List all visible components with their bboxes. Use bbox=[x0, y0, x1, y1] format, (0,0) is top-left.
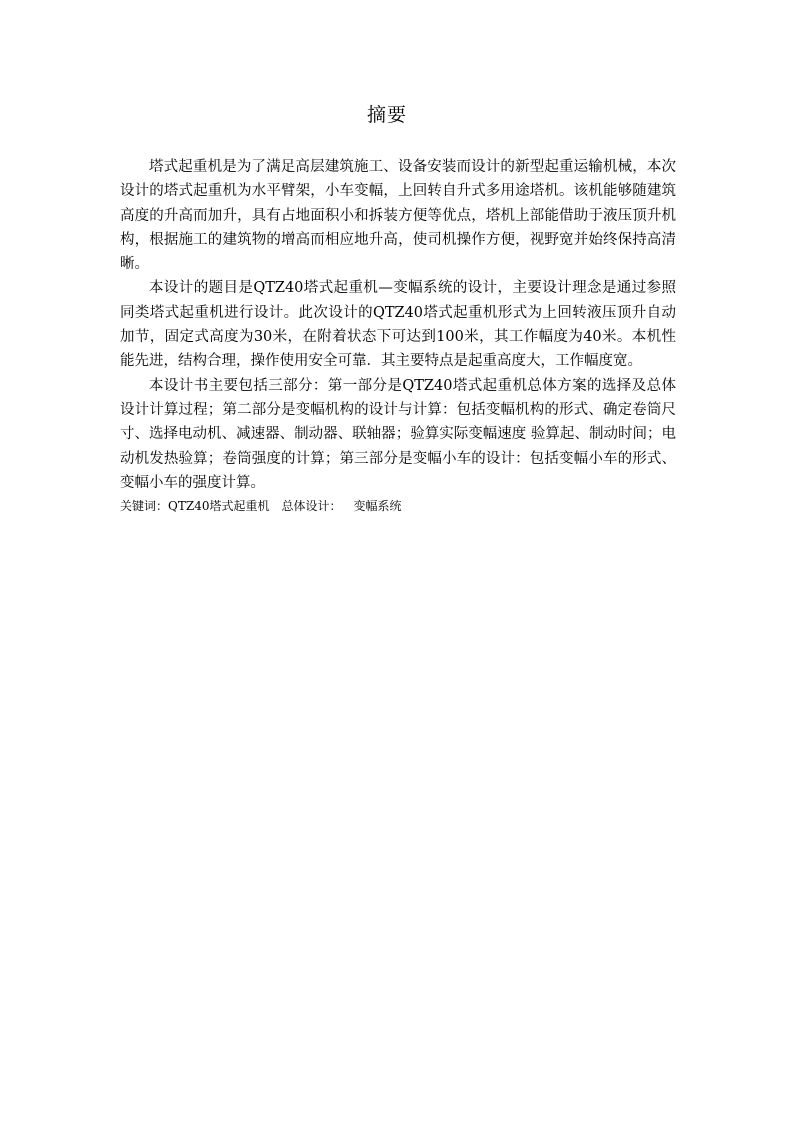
keywords-label: 关键词： bbox=[120, 499, 169, 514]
keyword-item: 总体设计： bbox=[281, 499, 342, 514]
abstract-body bbox=[120, 155, 676, 515]
abstract-paragraph-1: 塔式起重机是为了满足高层建筑施工、设备安装而设计的新型起重运输机械，本次设计的塔式起重机为水平臂架，小车变幅，上回转自升式多用途塔机。该机能够随建筑高度的升高而加升，具有占地面积小和拆装方便等优点，塔机上部能借助于液压顶升机构，根据施工的建筑物的增高而相应地升高，使司机操作方便，视野宽并始终保持高清晰。 bbox=[120, 159, 676, 273]
abstract-title: 摘要 bbox=[366, 104, 407, 126]
keywords-line bbox=[120, 497, 676, 515]
abstract-paragraph-2: 本设计的题目是QTZ40塔式起重机—变幅系统的设计，主要设计理念是通过参照同类塔式起重机进行设计。此次设计的QTZ40塔式起重机形式为上回转液压顶升自动加节，固定式高度为30米，在附着状态下可达到100米，其工作幅度为40米。本机性能先进，结构合理，操作使用安全可靠．其主要特点是起重高度大，工作幅度宽。 bbox=[120, 280, 676, 370]
keyword-item: QTZ40塔式起重机 bbox=[168, 499, 270, 514]
abstract-paragraph-3: 本设计书主要包括三部分：第一部分是QTZ40塔式起重机总体方案的选择及总体设计计算过程；第二部分是变幅机构的设计与计算：包括变幅机构的形式、确定卷筒尺寸、选择电动机、减速器、制动器、联轴器；验算实际变幅速度 验算起、制动时间；电动机发热验算；卷筒强度的计算；第三部分是变幅小车的设计：包括变幅小车的形式、变幅小车的强度计算。 bbox=[120, 377, 676, 491]
keyword-item: 变幅系统 bbox=[353, 499, 402, 514]
